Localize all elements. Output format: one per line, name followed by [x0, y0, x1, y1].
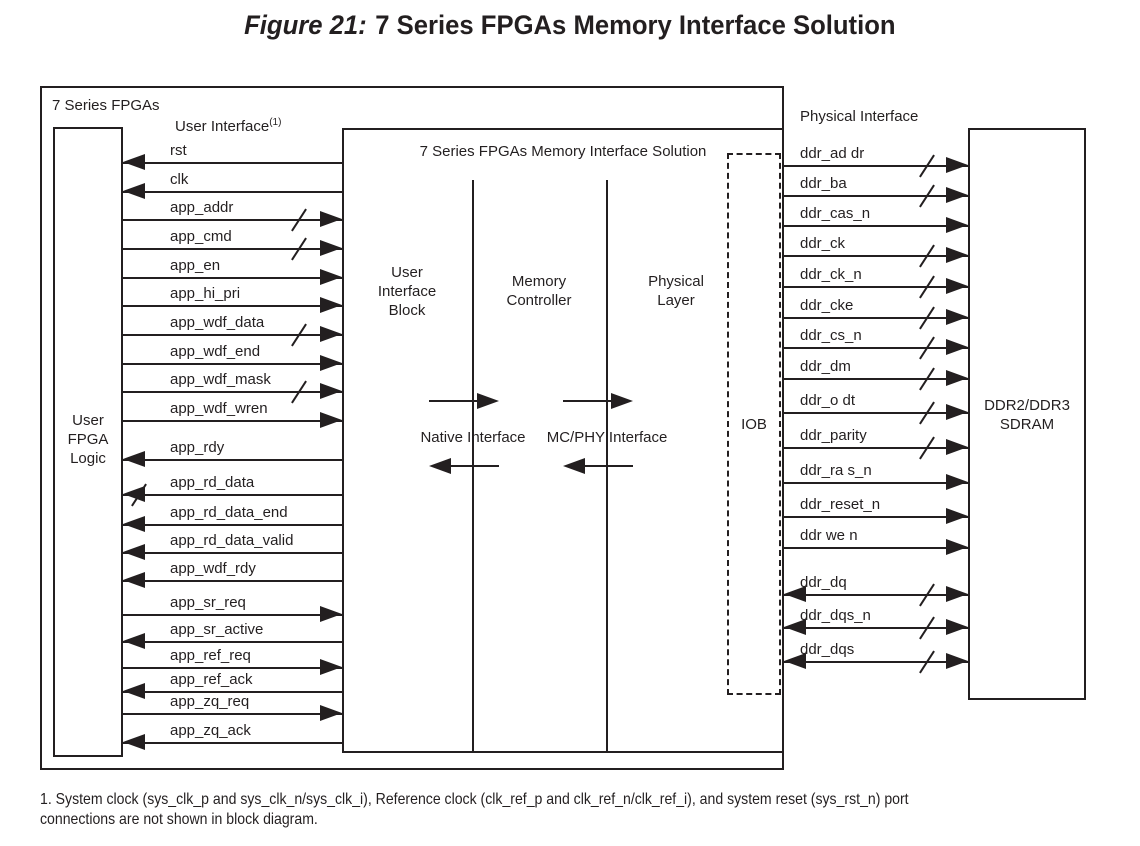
- signal-line: [123, 420, 342, 422]
- mcphy-interface-label: MC/PHY Interface: [546, 429, 668, 446]
- mcphy-interface-arrow-left-line: [585, 465, 633, 467]
- signal-label: app_addr: [170, 199, 234, 216]
- arrowhead-right-icon: [320, 297, 342, 313]
- figure-title-text: 7 Series FPGAs Memory Interface Solution: [375, 10, 896, 40]
- arrowhead-right-icon: [946, 474, 968, 490]
- signal-line: [784, 317, 968, 319]
- arrowhead-right-icon: [320, 355, 342, 371]
- signal-label: ddr_parity: [800, 427, 867, 444]
- user-fpga-logic-label: User FPGA Logic: [67, 412, 109, 468]
- signal-line: [123, 391, 342, 393]
- signal-label: ddr_reset_n: [800, 496, 881, 513]
- arrowhead-right-icon: [946, 247, 968, 263]
- signal-label: app_en: [170, 257, 221, 274]
- mcphy-interface-arrow-left-icon: [563, 458, 585, 474]
- arrowhead-left-icon: [123, 516, 145, 532]
- signal-line: [784, 225, 968, 227]
- signal-line: [784, 255, 968, 257]
- signal-label: app_zq_ack: [170, 722, 251, 739]
- signal-label: ddr_o dt: [800, 392, 856, 409]
- signal-line: [123, 219, 342, 221]
- arrowhead-right-icon: [946, 370, 968, 386]
- signal-label: app_rdy: [170, 439, 225, 456]
- fpga-box-label: 7 Series FPGAs: [52, 97, 160, 114]
- physical-layer-label: Physical Layer: [648, 273, 704, 310]
- arrowhead-right-icon: [320, 326, 342, 342]
- signal-line: [123, 552, 342, 554]
- signal-label: ddr_ck: [800, 235, 846, 252]
- figure-number-label: Figure 21:: [244, 10, 367, 40]
- signal-line: [123, 641, 342, 643]
- signal-line: [123, 742, 342, 744]
- native-interface-arrow-left-icon: [429, 458, 451, 474]
- user-interface-block-label: User Interface Block: [377, 264, 437, 320]
- arrowhead-right-icon: [320, 240, 342, 256]
- arrowhead-right-icon: [946, 619, 968, 635]
- signal-label: ddr_ra s_n: [800, 462, 872, 479]
- native-interface-arrow-left-line: [451, 465, 499, 467]
- signal-line: [123, 334, 342, 336]
- signal-label: app_wdf_wren: [170, 400, 268, 417]
- arrowhead-right-icon: [946, 157, 968, 173]
- signal-line: [123, 248, 342, 250]
- arrowhead-right-icon: [320, 269, 342, 285]
- signal-label: app_wdf_data: [170, 314, 265, 331]
- arrowhead-right-icon: [946, 217, 968, 233]
- signal-label: app_hi_pri: [170, 285, 241, 302]
- signal-label: app_zq_req: [170, 693, 250, 710]
- arrowhead-right-icon: [320, 412, 342, 428]
- native-interface-arrow-right-line: [429, 400, 477, 402]
- signal-label: app_wdf_rdy: [170, 560, 256, 577]
- native-interface-label: Native Interface: [420, 429, 526, 446]
- signal-line: [784, 286, 968, 288]
- signal-label: ddr_dqs_n: [800, 607, 871, 624]
- signal-label: app_wdf_end: [170, 343, 261, 360]
- signal-label: ddr_cas_n: [800, 205, 871, 222]
- signal-line: [784, 594, 968, 596]
- arrowhead-left-icon: [123, 154, 145, 170]
- signal-line: [123, 305, 342, 307]
- signal-line: [123, 614, 342, 616]
- arrowhead-left-icon: [123, 734, 145, 750]
- user-interface-label: [175, 117, 281, 136]
- signal-label: app_cmd: [170, 228, 232, 245]
- signal-label: app_sr_req: [170, 594, 246, 611]
- arrowhead-left-icon: [784, 586, 806, 602]
- arrowhead-right-icon: [946, 187, 968, 203]
- arrowhead-right-icon: [320, 659, 342, 675]
- signal-line: [123, 191, 342, 193]
- signal-label: ddr_ad dr: [800, 145, 865, 162]
- arrowhead-right-icon: [946, 653, 968, 669]
- signal-label: ddr we n: [800, 527, 858, 544]
- signal-line: [784, 347, 968, 349]
- arrowhead-left-icon: [123, 572, 145, 588]
- footnote-line-1: 1. System clock (sys_clk_p and sys_clk_n/sys_clk_i), Reference clock (clk_ref_p and clk_ref_n/clk_ref_i), and system reset (sys_rst_n) port: [40, 791, 909, 808]
- signal-line: [784, 165, 968, 167]
- signal-label: ddr_dm: [800, 358, 851, 375]
- iob-label: IOB: [741, 415, 767, 433]
- arrowhead-left-icon: [123, 633, 145, 649]
- signal-line: [784, 412, 968, 414]
- signal-line: [123, 524, 342, 526]
- arrowhead-right-icon: [946, 404, 968, 420]
- signal-label: app_rd_data_valid: [170, 532, 294, 549]
- footnote: [40, 790, 909, 830]
- user-interface-footnote-ref: (1): [269, 117, 282, 128]
- arrowhead-right-icon: [946, 586, 968, 602]
- signal-label: app_ref_ack: [170, 671, 253, 688]
- signal-label: app_ref_req: [170, 647, 251, 664]
- signal-line: [784, 195, 968, 197]
- signal-line: [784, 516, 968, 518]
- signal-line: [123, 459, 342, 461]
- arrowhead-right-icon: [946, 439, 968, 455]
- signal-label: clk: [170, 171, 189, 188]
- signal-line: [784, 378, 968, 380]
- signal-line: [123, 162, 342, 164]
- signal-label: app_rd_data_end: [170, 504, 288, 521]
- footnote-line-2: connections are not shown in block diagram.: [40, 811, 318, 828]
- arrowhead-right-icon: [320, 211, 342, 227]
- signal-label: app_sr_active: [170, 621, 264, 638]
- signal-line: [123, 713, 342, 715]
- arrowhead-left-icon: [123, 683, 145, 699]
- user-interface-label-text: User Interface: [175, 118, 270, 135]
- physical-interface-label: Physical Interface: [800, 108, 919, 125]
- signal-label: ddr_ba: [800, 175, 847, 192]
- iob-box: [727, 153, 781, 695]
- signal-label: app_wdf_mask: [170, 371, 271, 388]
- arrowhead-right-icon: [946, 278, 968, 294]
- signal-line: [784, 482, 968, 484]
- arrowhead-left-icon: [784, 653, 806, 669]
- arrowhead-left-icon: [123, 544, 145, 560]
- arrowhead-right-icon: [946, 539, 968, 555]
- signal-line: [123, 494, 342, 496]
- signal-line: [784, 627, 968, 629]
- signal-label: ddr_dq: [800, 574, 847, 591]
- signal-line: [123, 580, 342, 582]
- signal-label: rst: [170, 142, 187, 159]
- arrowhead-right-icon: [320, 606, 342, 622]
- arrowhead-right-icon: [320, 705, 342, 721]
- signal-label: ddr_ck_n: [800, 266, 862, 283]
- arrowhead-left-icon: [784, 619, 806, 635]
- arrowhead-right-icon: [946, 508, 968, 524]
- sdram-label: DDR2/DDR3 SDRAM: [984, 397, 1070, 434]
- arrowhead-right-icon: [946, 339, 968, 355]
- signal-line: [784, 547, 968, 549]
- native-interface-arrow-right-icon: [477, 393, 499, 409]
- mcphy-interface-arrow-right-line: [563, 400, 611, 402]
- signal-line: [123, 277, 342, 279]
- signal-line: [784, 447, 968, 449]
- arrowhead-left-icon: [123, 183, 145, 199]
- signal-label: app_rd_data: [170, 474, 255, 491]
- mcphy-interface-arrow-right-icon: [611, 393, 633, 409]
- memory-interface-solution-title: 7 Series FPGAs Memory Interface Solution: [419, 143, 707, 160]
- signal-label: ddr_dqs: [800, 641, 855, 658]
- signal-line: [123, 667, 342, 669]
- arrowhead-left-icon: [123, 451, 145, 467]
- arrowhead-right-icon: [946, 309, 968, 325]
- memory-controller-label: Memory Controller: [506, 273, 572, 310]
- signal-line: [784, 661, 968, 663]
- figure-caption: [0, 10, 1140, 41]
- signal-line: [123, 363, 342, 365]
- signal-label: ddr_cke: [800, 297, 854, 314]
- signal-label: ddr_cs_n: [800, 327, 862, 344]
- arrowhead-right-icon: [320, 383, 342, 399]
